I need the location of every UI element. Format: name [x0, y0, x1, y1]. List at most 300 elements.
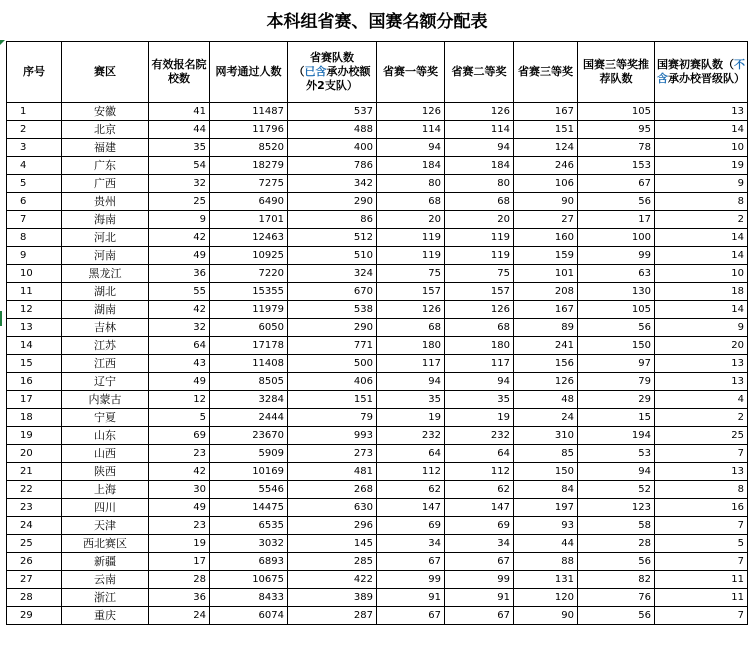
cell-schools[interactable]: 30: [149, 481, 210, 499]
cell-nat-third[interactable]: 29: [578, 391, 655, 409]
cell-passed[interactable]: 6893: [210, 553, 288, 571]
cell-index[interactable]: 6: [7, 193, 62, 211]
cell-region[interactable]: 北京: [62, 121, 149, 139]
cell-prov-first[interactable]: 119: [377, 229, 445, 247]
cell-nat-teams[interactable]: 11: [655, 571, 748, 589]
cell-passed[interactable]: 15355: [210, 283, 288, 301]
cell-index[interactable]: 28: [7, 589, 62, 607]
cell-nat-third[interactable]: 123: [578, 499, 655, 517]
cell-passed[interactable]: 3032: [210, 535, 288, 553]
cell-prov-second[interactable]: 67: [445, 553, 514, 571]
cell-nat-teams[interactable]: 7: [655, 445, 748, 463]
cell-nat-teams[interactable]: 14: [655, 301, 748, 319]
cell-passed[interactable]: 11979: [210, 301, 288, 319]
cell-passed[interactable]: 8505: [210, 373, 288, 391]
cell-prov-teams[interactable]: 771: [288, 337, 377, 355]
header-nat-third[interactable]: 国赛三等奖推荐队数: [578, 42, 655, 103]
header-nat-teams[interactable]: [655, 42, 748, 103]
cell-index[interactable]: 14: [7, 337, 62, 355]
cell-index[interactable]: 4: [7, 157, 62, 175]
cell-schools[interactable]: 28: [149, 571, 210, 589]
cell-nat-third[interactable]: 100: [578, 229, 655, 247]
header-prov-second[interactable]: 省赛二等奖: [445, 42, 514, 103]
cell-schools[interactable]: 19: [149, 535, 210, 553]
cell-schools[interactable]: 35: [149, 139, 210, 157]
cell-nat-third[interactable]: 53: [578, 445, 655, 463]
cell-prov-first[interactable]: 68: [377, 193, 445, 211]
cell-nat-third[interactable]: 97: [578, 355, 655, 373]
cell-nat-third[interactable]: 153: [578, 157, 655, 175]
cell-prov-teams[interactable]: 786: [288, 157, 377, 175]
cell-prov-third[interactable]: 241: [514, 337, 578, 355]
cell-prov-first[interactable]: 19: [377, 409, 445, 427]
header-prov-first[interactable]: 省赛一等奖: [377, 42, 445, 103]
cell-prov-third[interactable]: 160: [514, 229, 578, 247]
cell-prov-teams[interactable]: 481: [288, 463, 377, 481]
cell-prov-third[interactable]: 90: [514, 193, 578, 211]
cell-schools[interactable]: 23: [149, 517, 210, 535]
cell-prov-first[interactable]: 34: [377, 535, 445, 553]
cell-prov-first[interactable]: 62: [377, 481, 445, 499]
cell-prov-teams[interactable]: 406: [288, 373, 377, 391]
cell-prov-third[interactable]: 310: [514, 427, 578, 445]
cell-passed[interactable]: 10675: [210, 571, 288, 589]
cell-prov-teams[interactable]: 422: [288, 571, 377, 589]
cell-prov-teams[interactable]: 342: [288, 175, 377, 193]
cell-schools[interactable]: 17: [149, 553, 210, 571]
cell-passed[interactable]: 11796: [210, 121, 288, 139]
header-prov-third[interactable]: 省赛三等奖: [514, 42, 578, 103]
cell-prov-teams[interactable]: 670: [288, 283, 377, 301]
cell-passed[interactable]: 6535: [210, 517, 288, 535]
cell-prov-first[interactable]: 35: [377, 391, 445, 409]
cell-prov-second[interactable]: 184: [445, 157, 514, 175]
cell-passed[interactable]: 8520: [210, 139, 288, 157]
cell-prov-teams[interactable]: 324: [288, 265, 377, 283]
cell-nat-teams[interactable]: 5: [655, 535, 748, 553]
cell-passed[interactable]: 11408: [210, 355, 288, 373]
cell-region[interactable]: 新疆: [62, 553, 149, 571]
cell-prov-first[interactable]: 147: [377, 499, 445, 517]
cell-region[interactable]: 辽宁: [62, 373, 149, 391]
cell-schools[interactable]: 25: [149, 193, 210, 211]
cell-index[interactable]: 22: [7, 481, 62, 499]
cell-prov-first[interactable]: 80: [377, 175, 445, 193]
cell-region[interactable]: 海南: [62, 211, 149, 229]
cell-prov-first[interactable]: 184: [377, 157, 445, 175]
cell-region[interactable]: 山东: [62, 427, 149, 445]
cell-prov-first[interactable]: 91: [377, 589, 445, 607]
cell-prov-first[interactable]: 64: [377, 445, 445, 463]
cell-passed[interactable]: 3284: [210, 391, 288, 409]
cell-nat-third[interactable]: 76: [578, 589, 655, 607]
cell-schools[interactable]: 42: [149, 229, 210, 247]
cell-region[interactable]: 山西: [62, 445, 149, 463]
cell-nat-third[interactable]: 56: [578, 319, 655, 337]
cell-prov-first[interactable]: 67: [377, 553, 445, 571]
cell-nat-teams[interactable]: 7: [655, 517, 748, 535]
cell-prov-teams[interactable]: 86: [288, 211, 377, 229]
cell-nat-third[interactable]: 105: [578, 301, 655, 319]
cell-index[interactable]: 26: [7, 553, 62, 571]
cell-prov-first[interactable]: 112: [377, 463, 445, 481]
cell-prov-third[interactable]: 88: [514, 553, 578, 571]
cell-prov-third[interactable]: 150: [514, 463, 578, 481]
cell-nat-teams[interactable]: 2: [655, 211, 748, 229]
cell-prov-teams[interactable]: 389: [288, 589, 377, 607]
header-prov-teams[interactable]: [288, 42, 377, 103]
cell-prov-second[interactable]: 94: [445, 139, 514, 157]
cell-passed[interactable]: 6074: [210, 607, 288, 625]
cell-prov-third[interactable]: 167: [514, 103, 578, 121]
cell-prov-teams[interactable]: 993: [288, 427, 377, 445]
cell-index[interactable]: 16: [7, 373, 62, 391]
cell-schools[interactable]: 49: [149, 247, 210, 265]
cell-passed[interactable]: 2444: [210, 409, 288, 427]
cell-prov-first[interactable]: 94: [377, 373, 445, 391]
cell-nat-third[interactable]: 67: [578, 175, 655, 193]
cell-passed[interactable]: 5909: [210, 445, 288, 463]
cell-region[interactable]: 河北: [62, 229, 149, 247]
cell-passed[interactable]: 7275: [210, 175, 288, 193]
cell-prov-teams[interactable]: 512: [288, 229, 377, 247]
cell-index[interactable]: 29: [7, 607, 62, 625]
cell-prov-first[interactable]: 180: [377, 337, 445, 355]
cell-prov-third[interactable]: 131: [514, 571, 578, 589]
cell-prov-teams[interactable]: 285: [288, 553, 377, 571]
cell-passed[interactable]: 12463: [210, 229, 288, 247]
cell-schools[interactable]: 36: [149, 265, 210, 283]
cell-schools[interactable]: 42: [149, 301, 210, 319]
cell-passed[interactable]: 23670: [210, 427, 288, 445]
cell-index[interactable]: 21: [7, 463, 62, 481]
cell-schools[interactable]: 9: [149, 211, 210, 229]
cell-nat-third[interactable]: 94: [578, 463, 655, 481]
cell-schools[interactable]: 12: [149, 391, 210, 409]
cell-region[interactable]: 河南: [62, 247, 149, 265]
cell-region[interactable]: 云南: [62, 571, 149, 589]
header-index[interactable]: 序号: [7, 42, 62, 103]
cell-region[interactable]: 安徽: [62, 103, 149, 121]
cell-index[interactable]: 2: [7, 121, 62, 139]
cell-nat-third[interactable]: 78: [578, 139, 655, 157]
cell-nat-third[interactable]: 82: [578, 571, 655, 589]
cell-region[interactable]: 吉林: [62, 319, 149, 337]
cell-prov-second[interactable]: 35: [445, 391, 514, 409]
cell-region[interactable]: 重庆: [62, 607, 149, 625]
cell-prov-second[interactable]: 99: [445, 571, 514, 589]
cell-prov-third[interactable]: 89: [514, 319, 578, 337]
cell-nat-teams[interactable]: 16: [655, 499, 748, 517]
cell-prov-third[interactable]: 90: [514, 607, 578, 625]
cell-prov-teams[interactable]: 400: [288, 139, 377, 157]
cell-nat-teams[interactable]: 8: [655, 193, 748, 211]
cell-region[interactable]: 宁夏: [62, 409, 149, 427]
cell-index[interactable]: 19: [7, 427, 62, 445]
cell-prov-first[interactable]: 20: [377, 211, 445, 229]
cell-passed[interactable]: 18279: [210, 157, 288, 175]
cell-prov-second[interactable]: 67: [445, 607, 514, 625]
cell-prov-third[interactable]: 48: [514, 391, 578, 409]
cell-schools[interactable]: 41: [149, 103, 210, 121]
cell-prov-teams[interactable]: 510: [288, 247, 377, 265]
cell-nat-teams[interactable]: 14: [655, 247, 748, 265]
cell-prov-teams[interactable]: 268: [288, 481, 377, 499]
cell-nat-teams[interactable]: 13: [655, 103, 748, 121]
cell-region[interactable]: 湖北: [62, 283, 149, 301]
cell-prov-second[interactable]: 157: [445, 283, 514, 301]
cell-passed[interactable]: 11487: [210, 103, 288, 121]
cell-prov-first[interactable]: 94: [377, 139, 445, 157]
cell-passed[interactable]: 7220: [210, 265, 288, 283]
cell-region[interactable]: 四川: [62, 499, 149, 517]
cell-prov-teams[interactable]: 290: [288, 319, 377, 337]
cell-schools[interactable]: 69: [149, 427, 210, 445]
cell-passed[interactable]: 1701: [210, 211, 288, 229]
cell-nat-third[interactable]: 52: [578, 481, 655, 499]
cell-prov-teams[interactable]: 500: [288, 355, 377, 373]
cell-nat-teams[interactable]: 8: [655, 481, 748, 499]
cell-schools[interactable]: 42: [149, 463, 210, 481]
cell-schools[interactable]: 32: [149, 175, 210, 193]
cell-prov-first[interactable]: 117: [377, 355, 445, 373]
cell-region[interactable]: 西北赛区: [62, 535, 149, 553]
cell-nat-third[interactable]: 17: [578, 211, 655, 229]
header-passed[interactable]: 网考通过人数: [210, 42, 288, 103]
cell-region[interactable]: 内蒙古: [62, 391, 149, 409]
cell-prov-second[interactable]: 112: [445, 463, 514, 481]
cell-prov-first[interactable]: 68: [377, 319, 445, 337]
cell-nat-third[interactable]: 95: [578, 121, 655, 139]
header-schools[interactable]: 有效报名院校数: [149, 42, 210, 103]
cell-index[interactable]: 25: [7, 535, 62, 553]
cell-prov-third[interactable]: 85: [514, 445, 578, 463]
cell-index[interactable]: 8: [7, 229, 62, 247]
cell-prov-first[interactable]: 119: [377, 247, 445, 265]
cell-prov-third[interactable]: 246: [514, 157, 578, 175]
cell-prov-teams[interactable]: 290: [288, 193, 377, 211]
cell-schools[interactable]: 49: [149, 499, 210, 517]
cell-schools[interactable]: 44: [149, 121, 210, 139]
cell-prov-teams[interactable]: 151: [288, 391, 377, 409]
cell-passed[interactable]: 6050: [210, 319, 288, 337]
cell-index[interactable]: 3: [7, 139, 62, 157]
cell-nat-third[interactable]: 79: [578, 373, 655, 391]
cell-region[interactable]: 天津: [62, 517, 149, 535]
cell-nat-teams[interactable]: 20: [655, 337, 748, 355]
cell-prov-third[interactable]: 84: [514, 481, 578, 499]
cell-prov-teams[interactable]: 537: [288, 103, 377, 121]
cell-nat-third[interactable]: 194: [578, 427, 655, 445]
cell-prov-second[interactable]: 117: [445, 355, 514, 373]
cell-region[interactable]: 黑龙江: [62, 265, 149, 283]
cell-nat-teams[interactable]: 10: [655, 265, 748, 283]
cell-prov-third[interactable]: 151: [514, 121, 578, 139]
cell-index[interactable]: 13: [7, 319, 62, 337]
cell-index[interactable]: 11: [7, 283, 62, 301]
cell-passed[interactable]: 8433: [210, 589, 288, 607]
cell-index[interactable]: 23: [7, 499, 62, 517]
cell-nat-third[interactable]: 150: [578, 337, 655, 355]
cell-prov-third[interactable]: 101: [514, 265, 578, 283]
cell-prov-first[interactable]: 99: [377, 571, 445, 589]
cell-index[interactable]: 7: [7, 211, 62, 229]
cell-nat-third[interactable]: 105: [578, 103, 655, 121]
cell-prov-second[interactable]: 114: [445, 121, 514, 139]
cell-nat-third[interactable]: 58: [578, 517, 655, 535]
cell-prov-first[interactable]: 69: [377, 517, 445, 535]
cell-nat-teams[interactable]: 4: [655, 391, 748, 409]
cell-nat-teams[interactable]: 19: [655, 157, 748, 175]
cell-prov-first[interactable]: 114: [377, 121, 445, 139]
cell-prov-second[interactable]: 147: [445, 499, 514, 517]
cell-nat-third[interactable]: 56: [578, 553, 655, 571]
cell-prov-second[interactable]: 94: [445, 373, 514, 391]
cell-nat-teams[interactable]: 7: [655, 553, 748, 571]
cell-prov-teams[interactable]: 630: [288, 499, 377, 517]
cell-nat-third[interactable]: 28: [578, 535, 655, 553]
cell-region[interactable]: 浙江: [62, 589, 149, 607]
cell-nat-teams[interactable]: 13: [655, 373, 748, 391]
cell-nat-teams[interactable]: 10: [655, 139, 748, 157]
cell-schools[interactable]: 55: [149, 283, 210, 301]
cell-nat-teams[interactable]: 14: [655, 229, 748, 247]
cell-schools[interactable]: 64: [149, 337, 210, 355]
cell-nat-third[interactable]: 63: [578, 265, 655, 283]
cell-prov-second[interactable]: 20: [445, 211, 514, 229]
cell-prov-teams[interactable]: 538: [288, 301, 377, 319]
cell-prov-third[interactable]: 126: [514, 373, 578, 391]
cell-prov-second[interactable]: 126: [445, 103, 514, 121]
cell-index[interactable]: 1: [7, 103, 62, 121]
cell-nat-teams[interactable]: 9: [655, 175, 748, 193]
cell-index[interactable]: 12: [7, 301, 62, 319]
cell-prov-third[interactable]: 159: [514, 247, 578, 265]
cell-region[interactable]: 贵州: [62, 193, 149, 211]
header-region[interactable]: 赛区: [62, 42, 149, 103]
cell-prov-second[interactable]: 69: [445, 517, 514, 535]
cell-prov-second[interactable]: 126: [445, 301, 514, 319]
cell-passed[interactable]: 5546: [210, 481, 288, 499]
cell-prov-second[interactable]: 80: [445, 175, 514, 193]
cell-prov-third[interactable]: 197: [514, 499, 578, 517]
cell-passed[interactable]: 6490: [210, 193, 288, 211]
cell-region[interactable]: 江苏: [62, 337, 149, 355]
cell-nat-third[interactable]: 130: [578, 283, 655, 301]
cell-schools[interactable]: 24: [149, 607, 210, 625]
cell-schools[interactable]: 23: [149, 445, 210, 463]
cell-nat-teams[interactable]: 25: [655, 427, 748, 445]
cell-nat-third[interactable]: 56: [578, 607, 655, 625]
cell-schools[interactable]: 32: [149, 319, 210, 337]
cell-passed[interactable]: 10925: [210, 247, 288, 265]
cell-nat-third[interactable]: 15: [578, 409, 655, 427]
cell-prov-third[interactable]: 27: [514, 211, 578, 229]
cell-prov-second[interactable]: 232: [445, 427, 514, 445]
cell-prov-second[interactable]: 64: [445, 445, 514, 463]
cell-nat-teams[interactable]: 11: [655, 589, 748, 607]
cell-nat-teams[interactable]: 18: [655, 283, 748, 301]
cell-nat-third[interactable]: 99: [578, 247, 655, 265]
cell-nat-teams[interactable]: 13: [655, 355, 748, 373]
cell-prov-third[interactable]: 93: [514, 517, 578, 535]
cell-prov-teams[interactable]: 296: [288, 517, 377, 535]
cell-region[interactable]: 陕西: [62, 463, 149, 481]
cell-region[interactable]: 上海: [62, 481, 149, 499]
cell-index[interactable]: 18: [7, 409, 62, 427]
cell-index[interactable]: 27: [7, 571, 62, 589]
cell-prov-second[interactable]: 34: [445, 535, 514, 553]
cell-prov-second[interactable]: 119: [445, 229, 514, 247]
cell-schools[interactable]: 43: [149, 355, 210, 373]
cell-schools[interactable]: 36: [149, 589, 210, 607]
cell-prov-first[interactable]: 67: [377, 607, 445, 625]
cell-prov-teams[interactable]: 287: [288, 607, 377, 625]
cell-prov-third[interactable]: 124: [514, 139, 578, 157]
cell-passed[interactable]: 14475: [210, 499, 288, 517]
cell-prov-second[interactable]: 68: [445, 193, 514, 211]
cell-index[interactable]: 24: [7, 517, 62, 535]
cell-nat-teams[interactable]: 7: [655, 607, 748, 625]
cell-prov-second[interactable]: 91: [445, 589, 514, 607]
cell-prov-third[interactable]: 44: [514, 535, 578, 553]
cell-index[interactable]: 15: [7, 355, 62, 373]
cell-prov-teams[interactable]: 488: [288, 121, 377, 139]
cell-prov-second[interactable]: 62: [445, 481, 514, 499]
cell-prov-teams[interactable]: 79: [288, 409, 377, 427]
cell-index[interactable]: 20: [7, 445, 62, 463]
cell-prov-third[interactable]: 24: [514, 409, 578, 427]
cell-region[interactable]: 湖南: [62, 301, 149, 319]
cell-nat-teams[interactable]: 2: [655, 409, 748, 427]
cell-region[interactable]: 广东: [62, 157, 149, 175]
cell-prov-first[interactable]: 232: [377, 427, 445, 445]
cell-schools[interactable]: 54: [149, 157, 210, 175]
cell-schools[interactable]: 5: [149, 409, 210, 427]
cell-prov-first[interactable]: 75: [377, 265, 445, 283]
cell-region[interactable]: 广西: [62, 175, 149, 193]
cell-prov-second[interactable]: 68: [445, 319, 514, 337]
cell-prov-second[interactable]: 75: [445, 265, 514, 283]
cell-prov-second[interactable]: 19: [445, 409, 514, 427]
cell-prov-first[interactable]: 126: [377, 301, 445, 319]
cell-region[interactable]: 福建: [62, 139, 149, 157]
cell-passed[interactable]: 10169: [210, 463, 288, 481]
cell-index[interactable]: 17: [7, 391, 62, 409]
cell-nat-teams[interactable]: 9: [655, 319, 748, 337]
cell-prov-third[interactable]: 106: [514, 175, 578, 193]
cell-nat-teams[interactable]: 13: [655, 463, 748, 481]
cell-prov-first[interactable]: 157: [377, 283, 445, 301]
cell-prov-third[interactable]: 120: [514, 589, 578, 607]
cell-prov-first[interactable]: 126: [377, 103, 445, 121]
cell-prov-second[interactable]: 180: [445, 337, 514, 355]
cell-region[interactable]: 江西: [62, 355, 149, 373]
cell-nat-third[interactable]: 56: [578, 193, 655, 211]
cell-prov-teams[interactable]: 145: [288, 535, 377, 553]
cell-schools[interactable]: 49: [149, 373, 210, 391]
cell-index[interactable]: 10: [7, 265, 62, 283]
cell-passed[interactable]: 17178: [210, 337, 288, 355]
cell-index[interactable]: 5: [7, 175, 62, 193]
cell-prov-teams[interactable]: 273: [288, 445, 377, 463]
cell-prov-third[interactable]: 167: [514, 301, 578, 319]
cell-nat-teams[interactable]: 14: [655, 121, 748, 139]
cell-prov-second[interactable]: 119: [445, 247, 514, 265]
cell-prov-third[interactable]: 208: [514, 283, 578, 301]
cell-index[interactable]: 9: [7, 247, 62, 265]
cell-prov-third[interactable]: 156: [514, 355, 578, 373]
